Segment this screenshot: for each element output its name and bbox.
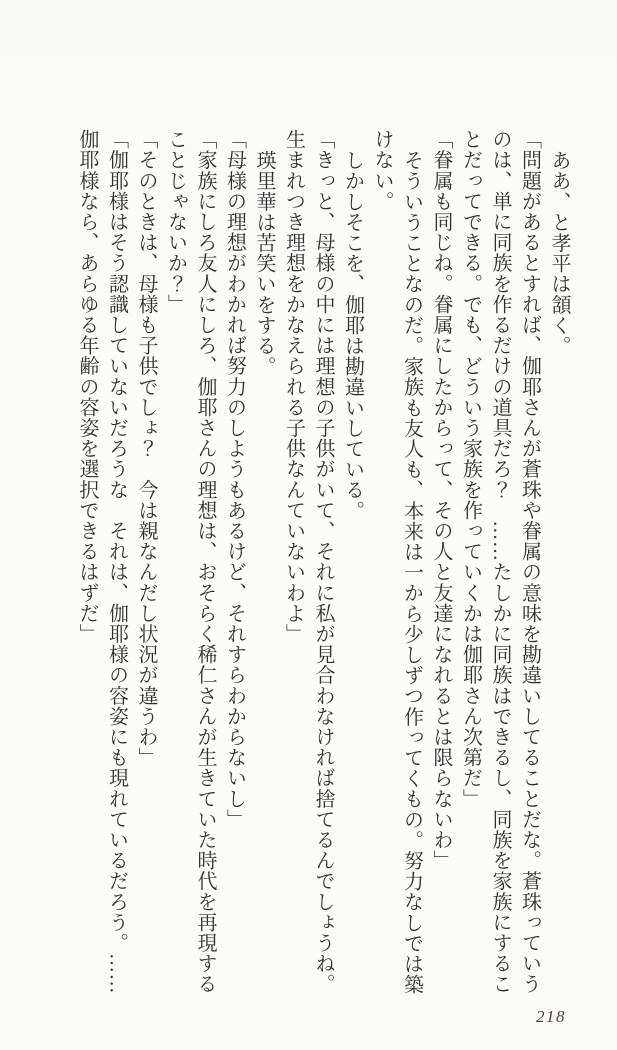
text-line: けない。 — [371, 129, 393, 212]
text-line: のは、単に同族を作るだけの道具だろ？ ……たしかに同族はできるし、同族を家族にするこ — [489, 129, 511, 995]
text-line: 「そのときは、母様も子供でしょ？ 今は親なんだし状況が違うわ」 — [135, 129, 157, 768]
text-line: 伽耶様なら、あらゆる年齢の容姿を選択できるはずだ」 — [76, 129, 98, 644]
text-line: 「きっと、母様の中には理想の子供がいて、それに私が見合わなければ捨てるんでしょうね。 — [312, 129, 334, 995]
text-line: ああ、と孝平は頷く。 — [548, 150, 570, 356]
text-line: しかしそこを、伽耶は勘違いしている。 — [341, 150, 364, 521]
text-line: そういうことなのだ。家族も友人も、本来は一から少しずつ作ってくもの。努力なしでは築 — [400, 150, 423, 995]
text-line: 瑛里華は苦笑いをする。 — [253, 150, 275, 377]
page-number: 218 — [536, 1007, 566, 1026]
text-line: 「伽耶様はそう認識していないだろうな それは、伽耶様の容姿にも現れているだろう。…… — [105, 129, 128, 995]
text-line: 「眷属も同じね。眷属にしたからって、その人と友達になれるとは限らないわ」 — [430, 129, 452, 871]
text-line: とだってできる。でも、どういう家族を作っていくかは伽耶さん次第だ」 — [459, 129, 482, 809]
text-line: 「問題があるとすれば、伽耶さんが蒼珠や眷属の意味を勘違いしてることだな。蒼珠っていう — [518, 129, 541, 995]
text-line: 「母様の理想がわかれば努力のしようもあるけど、それすらわからないし」 — [223, 129, 246, 830]
text-line: 生まれつき理想をかなえられる子供なんていないわよ」 — [282, 129, 305, 644]
text-line: ことじゃないか？」 — [164, 129, 187, 315]
text-line: 「家族にしろ友人にしろ、伽耶さんの理想は、おそらく稀仁さんが生きていた時代を再現する — [194, 129, 216, 995]
page-text — [72, 129, 574, 995]
